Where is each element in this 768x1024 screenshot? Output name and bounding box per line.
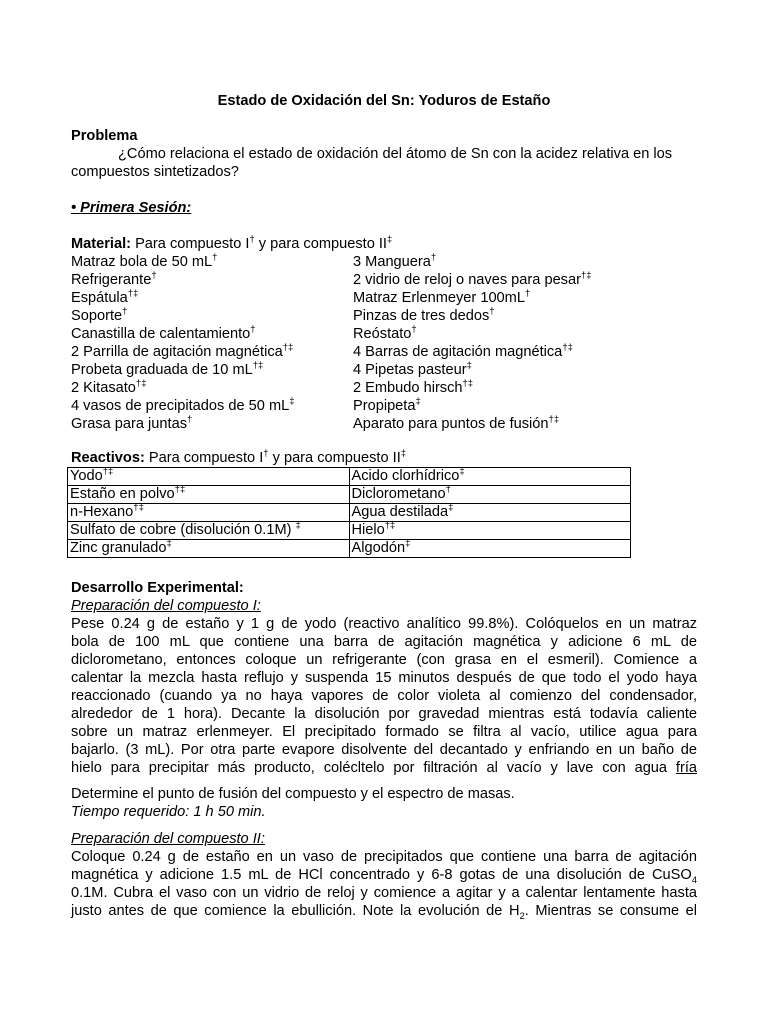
material-item: 4 vasos de precipitados de 50 mL‡ (71, 396, 295, 414)
comp1-last-line: Determine el punto de fusión del compuesto y el espectro de masas. (71, 786, 515, 802)
material-item: 3 Manguera† (353, 252, 437, 270)
reactivos-table (67, 467, 631, 558)
reactivo-row (68, 540, 631, 558)
comp1-line: bajarlo. (3 mL). Por otra parte evapore disolvente del decantado y enfriando en un baño de (71, 742, 697, 758)
reactivo-cell: n-Hexano†‡ (68, 504, 350, 522)
reactivo-cell: Hielo†‡ (349, 522, 631, 540)
material-item: Probeta graduada de 10 mL†‡ (71, 360, 264, 378)
desarrollo-heading (71, 579, 697, 615)
material-item: Aparato para puntos de fusión†‡ (353, 414, 560, 432)
reactivo-cell: Agua destilada‡ (349, 504, 631, 522)
material-label: Material: (71, 236, 132, 252)
material-intro-mark1: † (249, 234, 255, 246)
material-list (71, 253, 697, 433)
comp2-line4-text-b: . Mientras se consume el (524, 903, 697, 919)
material-item: Matraz Erlenmeyer 100mL† (353, 288, 531, 306)
material-row (71, 343, 697, 361)
comp1-line: bola de 100 mL que contiene una barra de agitación magnética y adicione 6 mL de (71, 634, 697, 650)
comp1-line: calentar la mezcla hasta reflujo y suspenda 15 minutos después de que todo el yodo haya (71, 670, 697, 686)
material-row (71, 307, 697, 325)
comp2-line4 (71, 902, 697, 920)
material-row (71, 379, 697, 397)
reactivos-intro-b: y para compuesto II (268, 450, 401, 466)
reactivo-cell: Zinc granulado‡ (68, 540, 350, 558)
reactivos-intro-mark2: ‡ (400, 448, 407, 460)
reactivo-row (68, 504, 631, 522)
reactivo-row (68, 522, 631, 540)
material-heading (71, 235, 697, 253)
comp1-paragraph (71, 615, 697, 777)
problema-text-line1: ¿Cómo relaciona el estado de oxidación del átomo de Sn con la acidez relativa en los (118, 146, 673, 162)
material-item: 2 Embudo hirsch†‡ (353, 378, 474, 396)
material-item: Soporte† (71, 306, 128, 324)
material-item: 2 vidrio de reloj o naves para pesar†‡ (353, 270, 592, 288)
comp2-line2-sub: 4 (691, 874, 697, 886)
material-item: Espátula†‡ (71, 288, 139, 306)
comp2-line3: 0.1M. Cubra el vaso con un vidrio de reloj y comience a agitar y a calentar lentamente hasta (71, 885, 697, 901)
material-item: Canastilla de calentamiento† (71, 324, 256, 342)
comp1-line: alrededor de 1 hora). Decante la disolución por gravedad mientras está todavía caliente (71, 706, 697, 722)
comp2-title: Preparación del compuesto II: (71, 831, 265, 847)
reactivo-cell: Sulfato de cobre (disolución 0.1M) ‡ (68, 522, 350, 540)
material-row (71, 289, 697, 307)
reactivo-cell: Yodo†‡ (68, 468, 350, 486)
comp1-line: hielo para precipitar más producto, colécltelo por filtración al vacío y lave con agua fría (71, 760, 697, 776)
comp1-line: diclorometano, entonces coloque un refrigerante (con grasa en el esmeril). Comience a (71, 652, 697, 668)
material-row (71, 415, 697, 433)
reactivos-intro-a: Para compuesto I (144, 450, 264, 466)
comp1-tiempo: Tiempo requerido: 1 h 50 min. (71, 804, 266, 820)
material-item: Matraz bola de 50 mL† (71, 252, 218, 270)
material-intro-b: y para compuesto II (254, 236, 387, 252)
reactivos-label: Reactivos: (71, 450, 145, 466)
material-item: 2 Parrilla de agitación magnética†‡ (71, 342, 294, 360)
material-row (71, 253, 697, 271)
material-intro-a: Para compuesto I (131, 236, 250, 252)
comp2-line1: Coloque 0.24 g de estaño en un vaso de precipitados que contiene una barra de agitación (71, 849, 697, 865)
problema-heading: Problema (71, 128, 138, 144)
material-item: Grasa para juntas† (71, 414, 193, 432)
comp2-paragraph (71, 848, 697, 920)
problema-section (71, 127, 697, 181)
reactivo-cell: Diclorometano† (349, 486, 631, 504)
material-item: Pinzas de tres dedos† (353, 306, 495, 324)
reactivos-heading (71, 449, 697, 467)
material-item: Propipeta‡ (353, 396, 421, 414)
material-item: 4 Barras de agitación magnética†‡ (353, 342, 573, 360)
material-row (71, 325, 697, 343)
reactivo-cell: Algodón‡ (349, 540, 631, 558)
desarrollo-title: Desarrollo Experimental: (71, 580, 244, 596)
material-item: Refrigerante† (71, 270, 157, 288)
reactivos-intro-mark1: † (263, 448, 269, 460)
reactivo-row (68, 486, 631, 504)
comp1-footer (71, 785, 697, 821)
underlined-word: fría (675, 760, 697, 776)
material-item: Reóstato† (353, 324, 417, 342)
comp1-line: Pese 0.24 g de estaño y 1 g de yodo (reactivo analítico 99.8%). Colóquelos en un matraz (71, 616, 697, 632)
comp1-heading: Preparación del compuesto I: (71, 598, 261, 614)
comp2-line2 (71, 866, 697, 884)
problema-text-line2: compuestos sintetizados? (71, 164, 239, 180)
reactivo-row (68, 468, 631, 486)
session-bullet: • (71, 200, 77, 216)
comp2-line4-text-a: justo antes de que comience la ebullición. Note la evolución de H (71, 903, 520, 919)
material-item: 4 Pipetas pasteur‡ (353, 360, 472, 378)
material-item: 2 Kitasato†‡ (71, 378, 147, 396)
comp1-line: sobre un matraz erlenmeyer. El precipitado formado se filtra al vacío, utilice agua para (71, 724, 697, 740)
page-title: Estado de Oxidación del Sn: Yoduros de Estaño (217, 93, 551, 109)
comp2-line2-text: magnética y adicione 1.5 mL de HCl concentrado y 6-8 gotas de una disolución de CuSO (71, 867, 692, 883)
reactivo-cell: Acido clorhídrico‡ (349, 468, 631, 486)
comp2-line4-sub: 2 (519, 910, 525, 922)
session-label: Primera Sesión: (80, 200, 192, 216)
material-row (71, 397, 697, 415)
comp1-line: reaccionado (cuando ya no haya vapores de color violeta al comienzo del condensador, (71, 688, 697, 704)
comp2-heading (71, 830, 697, 848)
material-intro-mark2: ‡ (386, 234, 393, 246)
reactivo-cell: Estaño en polvo†‡ (68, 486, 350, 504)
material-row (71, 271, 697, 289)
material-row (71, 361, 697, 379)
session-heading (71, 199, 697, 217)
